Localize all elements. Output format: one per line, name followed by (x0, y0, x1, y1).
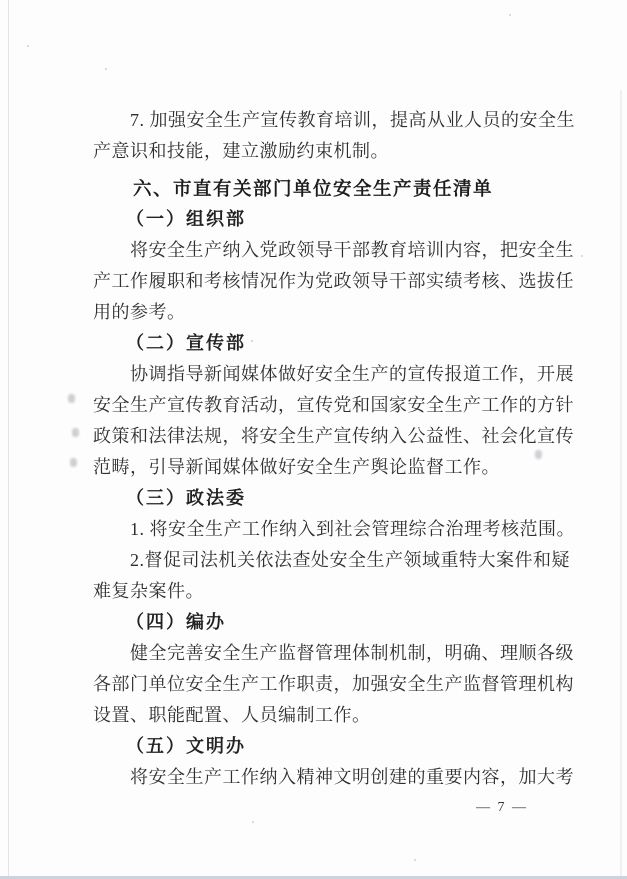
scan-edge-right (620, 90, 622, 879)
page-number: — 7 — (476, 800, 528, 815)
scan-speckle (581, 255, 583, 257)
body-line: 将安全生产纳入党政领导干部教育培训内容，把安全生 (130, 240, 574, 260)
section-heading: 六、市直有关部门单位安全生产责任清单 (133, 178, 494, 199)
subsection-heading-civilization-office: （五）文明办 (126, 736, 246, 756)
scan-smudge (70, 458, 77, 467)
subsection-heading-publicity-dept: （二）宣传部 (126, 333, 246, 353)
scan-speckle (414, 859, 416, 861)
body-line: 产工作履职和考核情况作为党政领导干部实绩考核、选拔任 (93, 271, 574, 291)
subsection-heading-staffing-office: （四）编办 (126, 612, 226, 632)
scan-speckle (105, 68, 107, 70)
intro-line: 7. 加强安全生产宣传教育培训，提高从业人员的安全生 (130, 110, 575, 130)
body-line: 难复杂案件。 (93, 581, 204, 601)
body-line: 政策和法律法规，将安全生产宣传纳入公益性、社会化宣传 (93, 426, 574, 446)
body-line: 设置、职能配置、人员编制工作。 (93, 705, 371, 725)
body-line: 健全完善安全生产监督管理体制机制，明确、理顺各级 (130, 643, 574, 663)
body-line: 将安全生产工作纳入精神文明创建的重要内容，加大考 (130, 767, 574, 787)
body-line: 1. 将安全生产工作纳入到社会管理综合治理考核范围。 (130, 519, 575, 539)
scan-edge-left (8, 0, 9, 879)
scan-speckle (27, 45, 29, 47)
body-line: 范畴，引导新闻媒体做好安全生产舆论监督工作。 (93, 457, 500, 477)
body-line: 2.督促司法机关依法查处安全生产领域重特大案件和疑 (130, 550, 570, 570)
scan-smudge (72, 428, 79, 437)
subsection-heading-politics-law-committee: （三）政法委 (126, 488, 246, 508)
body-line: 安全生产宣传教育活动，宣传党和国家安全生产工作的方针 (93, 395, 574, 415)
scan-speckle (509, 14, 511, 16)
subsection-heading-organization-dept: （一）组织部 (126, 209, 246, 229)
body-line: 协调指导新闻媒体做好安全生产的宣传报道工作，开展 (130, 364, 574, 384)
document-body (93, 105, 575, 822)
intro-line: 产意识和技能，建立激励约束机制。 (93, 141, 389, 161)
scan-smudge (68, 394, 75, 403)
body-line: 各部门单位安全生产工作职责，加强安全生产监督管理机构 (93, 674, 574, 694)
body-line: 用的参考。 (93, 302, 186, 322)
